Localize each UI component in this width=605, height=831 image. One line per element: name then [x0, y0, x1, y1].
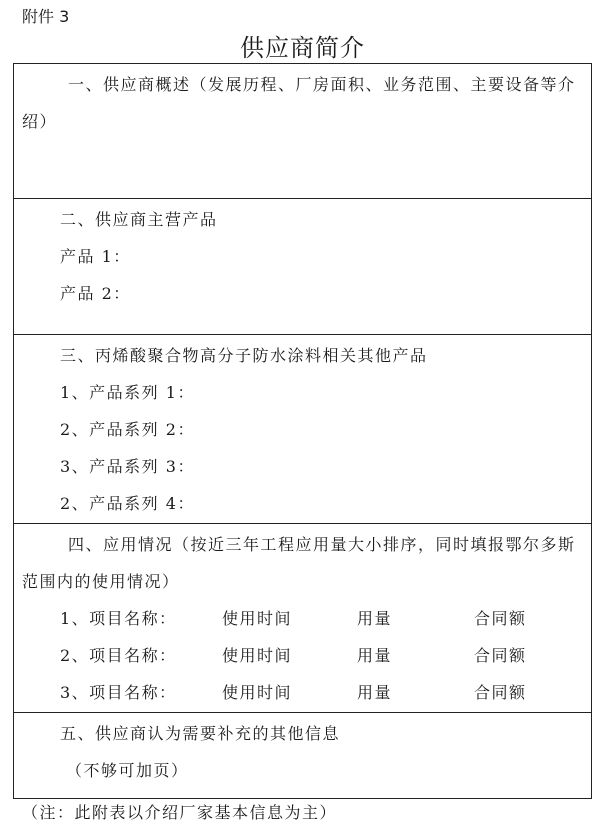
product-item: 产品 1：: [60, 247, 131, 266]
section-other-info: [14, 713, 592, 799]
section-main-products: [14, 199, 592, 335]
usage-amount: 用量: [357, 683, 393, 702]
project-name: 3、项目名称：: [60, 683, 177, 702]
applications-text: 四、应用情况（按近三年工程应用量大小排序，同时填报鄂尔多斯范围内的使用情况）: [22, 535, 576, 591]
contract-amount: 合同额: [474, 683, 527, 702]
project-name: 2、项目名称：: [60, 646, 177, 665]
section-applications: [14, 524, 592, 713]
section-other-products: [14, 335, 592, 524]
supplier-form-table: [13, 63, 592, 799]
footer-note: （注：此附表以介绍厂家基本信息为主）: [22, 803, 338, 822]
product-series-item: 2、产品系列 2：: [60, 420, 195, 439]
project-row: [14, 674, 591, 711]
attachment-label: 附件 3: [22, 7, 70, 26]
product-series-item: 1、产品系列 1：: [60, 383, 195, 402]
project-row: [14, 637, 591, 674]
product-item: 产品 2：: [60, 284, 131, 303]
section-overview: [14, 64, 592, 199]
other-products-heading: 三、丙烯酸聚合物高分子防水涂料相关其他产品: [60, 346, 428, 365]
main-products-heading: 二、供应商主营产品: [60, 210, 218, 229]
other-info-heading: 五、供应商认为需要补充的其他信息: [60, 724, 341, 743]
product-series-item: 3、产品系列 3：: [60, 457, 195, 476]
overview-text: 一、供应商概述（发展历程、厂房面积、业务范围、主要设备等介绍）: [22, 75, 576, 131]
page-title: 供应商简介: [240, 34, 365, 62]
contract-amount: 合同额: [474, 609, 527, 628]
usage-time: 使用时间: [222, 683, 293, 702]
contract-amount: 合同额: [474, 646, 527, 665]
usage-time: 使用时间: [222, 609, 293, 628]
add-page-hint: （不够可加页）: [66, 761, 189, 780]
usage-amount: 用量: [357, 609, 393, 628]
project-name: 1、项目名称：: [60, 609, 177, 628]
usage-time: 使用时间: [222, 646, 293, 665]
project-row: [14, 600, 591, 637]
usage-amount: 用量: [357, 646, 393, 665]
product-series-item: 2、产品系列 4：: [60, 494, 195, 513]
